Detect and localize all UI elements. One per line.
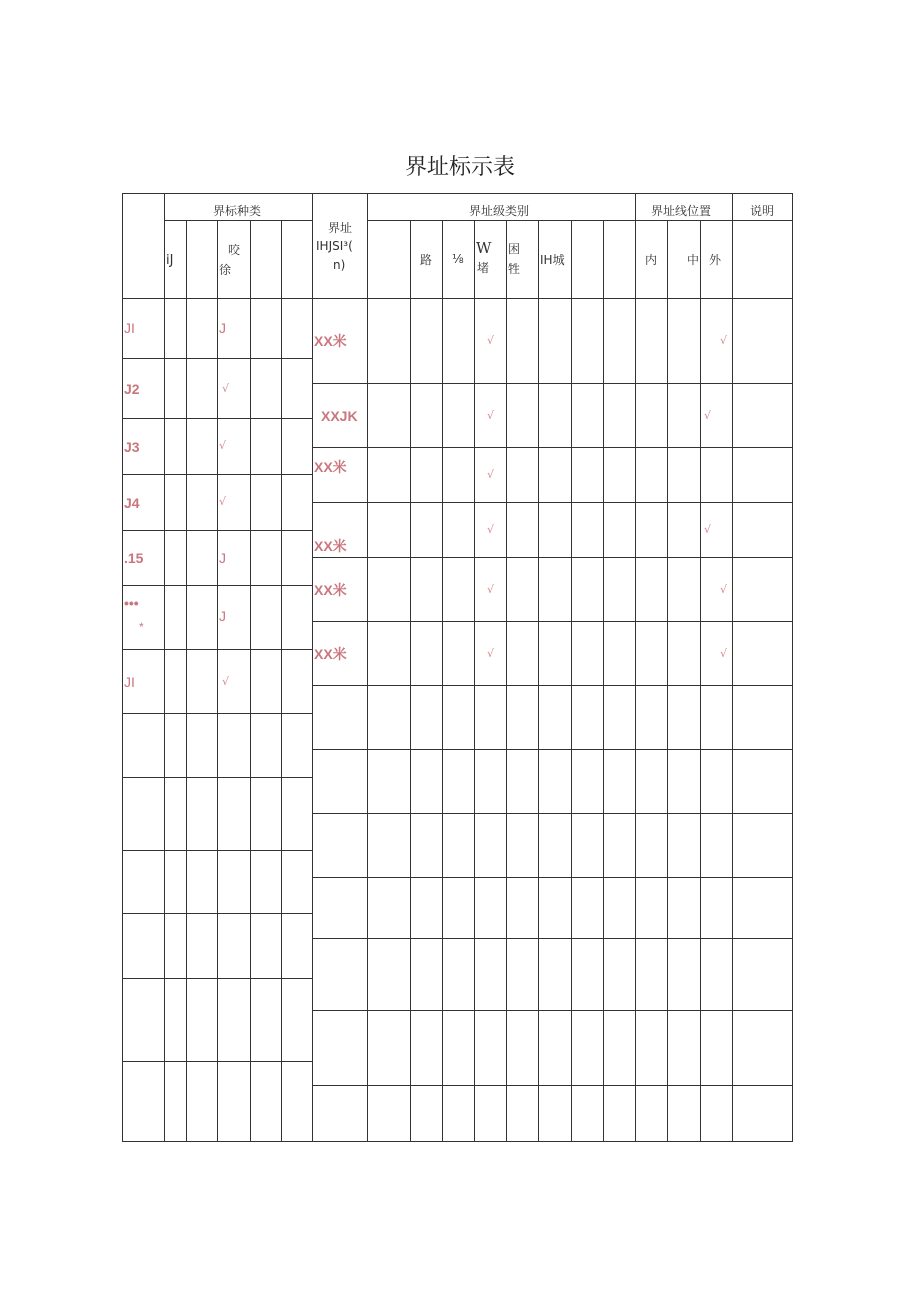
group-position: 界址线位置: [651, 204, 712, 218]
point-label: JI: [124, 320, 135, 336]
wall-check: √: [487, 409, 495, 422]
wall-check: √: [487, 583, 495, 596]
position-check: √: [704, 523, 712, 536]
col-pos-inner: 内: [645, 253, 658, 267]
col-note: 说明: [750, 204, 775, 218]
marker-check: √: [219, 495, 227, 508]
col-pos-outer: 外: [709, 253, 722, 267]
col-distance-c: n): [333, 258, 346, 272]
col-line-4a: W: [476, 239, 492, 257]
point-label: .15: [124, 550, 144, 566]
wall-check: √: [487, 334, 495, 347]
position-check: √: [720, 647, 728, 660]
wall-check: √: [487, 523, 495, 536]
group-marker-type: 界标种类: [213, 204, 262, 218]
position-check: √: [720, 334, 728, 347]
col-line-5b: 牲: [508, 262, 521, 276]
point-label: •••: [124, 595, 139, 611]
point-label-sub: *: [139, 620, 144, 634]
page-title: 界址标示表: [404, 155, 515, 180]
marker-check: √: [222, 675, 230, 688]
marker-check: J: [219, 320, 226, 336]
marker-check: √: [219, 439, 227, 452]
col-marker-3a: 咬: [228, 243, 241, 257]
col-marker-1: iJ: [166, 253, 174, 268]
position-check: √: [704, 409, 712, 422]
col-distance-b: IHJSI³(: [316, 239, 353, 253]
point-label: J2: [124, 381, 140, 397]
wall-check: √: [487, 647, 495, 660]
col-line-2: 路: [420, 253, 433, 267]
col-marker-3b: 徐: [219, 263, 232, 277]
col-line-6: IH城: [540, 253, 565, 267]
wall-check: √: [487, 468, 495, 481]
col-line-3: ⅛: [452, 252, 464, 266]
segment-distance: XXJK: [321, 408, 358, 424]
group-line-type: 界址级类别: [469, 204, 530, 218]
point-label: J3: [124, 439, 140, 455]
segment-distance: XX米: [314, 646, 347, 662]
col-pos-middle: 中: [687, 253, 700, 267]
point-label: J4: [124, 495, 140, 511]
col-line-4b: 堵: [477, 261, 490, 275]
segment-distance: XX米: [314, 582, 347, 598]
col-distance-a: 界址: [328, 221, 353, 235]
point-label: JI: [124, 674, 135, 690]
col-line-5a: 困: [508, 242, 521, 256]
marker-check: √: [222, 382, 230, 395]
position-check: √: [720, 583, 728, 596]
marker-check: J: [219, 550, 226, 566]
segment-distance: XX米: [314, 333, 347, 349]
segment-distance: XX米: [314, 538, 347, 554]
segment-distance: XX米: [314, 459, 347, 475]
marker-check: J: [219, 608, 226, 624]
